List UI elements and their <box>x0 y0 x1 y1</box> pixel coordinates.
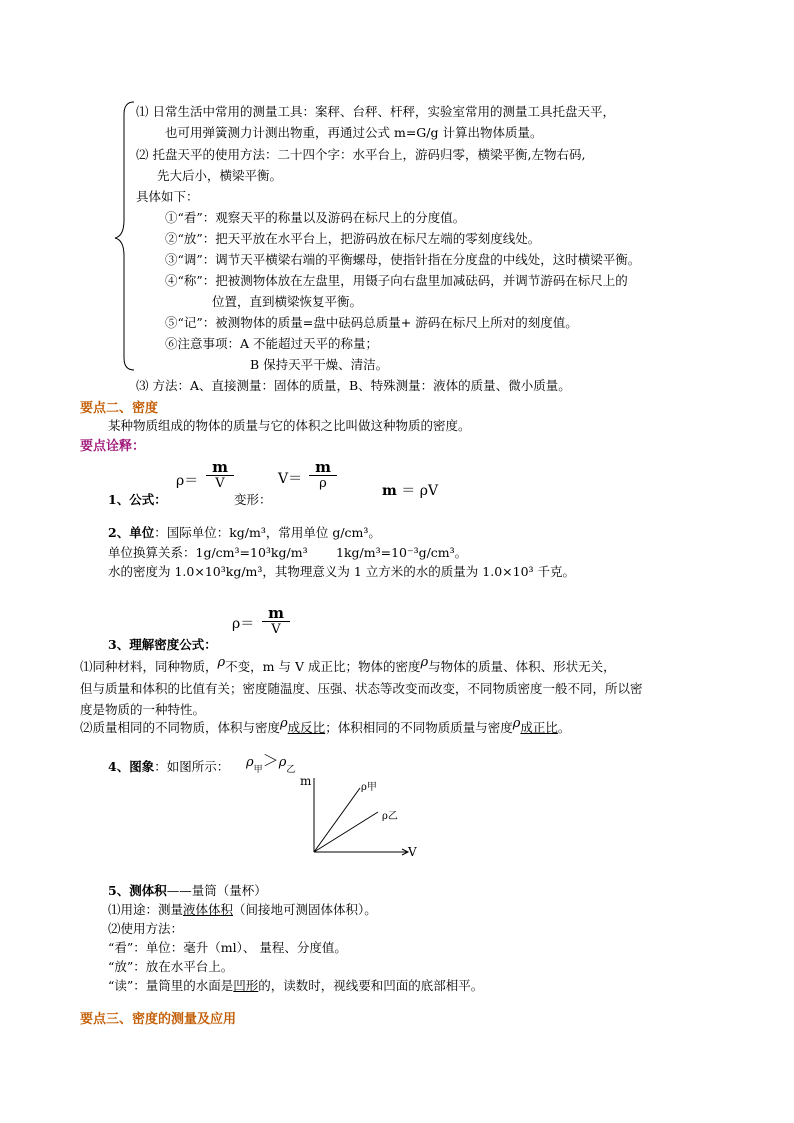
formula-rho-lhs: ρ＝ <box>176 473 199 489</box>
sub-yi: 乙 <box>286 765 296 775</box>
point3-heading: 要点三、密度的测量及应用 <box>80 1012 237 1027</box>
p1-e: 度是物质的一种特性。 <box>80 702 206 717</box>
step-4b: 位置，直到横梁恢复平衡。 <box>212 294 363 309</box>
conv-1: 1g/cm³=10³kg/m³ <box>195 545 308 560</box>
formula-transform-label: 变形： <box>234 492 272 507</box>
volume-use <box>108 900 377 918</box>
p2-c: ；体积相同的不同物质质量与密度 <box>325 720 513 735</box>
tool-line-3: 具体如下： <box>136 189 199 204</box>
unit-conversion <box>108 543 308 561</box>
unit-line <box>108 523 381 541</box>
point2-heading: 要点二、密度 <box>80 401 159 416</box>
formula-fraction-rho <box>206 460 234 492</box>
rho-symbol: ρ <box>512 716 521 731</box>
density-definition: 某种物质组成的物体的质量与它的体积之比叫做这种物质的密度。 <box>108 418 471 433</box>
understand-paragraph-2 <box>80 718 570 736</box>
formula-m-eq <box>382 480 438 500</box>
read-a: “读”：量筒里的水面是 <box>108 978 234 993</box>
formula-label: 1、公式： <box>108 492 167 507</box>
p1-d: 但与质量和体积的比值有关；密度随温度、压强、状态等改变而改变，不同物质密度一般不同，所以密 <box>80 681 643 696</box>
understand-paragraph-1 <box>80 656 700 720</box>
volume-method: ⑵使用方法： <box>108 921 184 936</box>
graph-label: 4、图象 <box>108 759 155 774</box>
fraction-denominator: ρ <box>319 476 327 491</box>
tool-line-2b: 先大后小，横梁平衡。 <box>157 168 283 183</box>
formula-v-lhs: V＝ <box>278 471 303 487</box>
step-4a: ④“称”：把被测物体放在左盘里，用镊子向右盘里加减砝码，并调节游码在标尺上的 <box>165 273 628 288</box>
rho-symbol: ρ <box>217 655 226 670</box>
line-yi-label: ρ乙 <box>382 811 398 822</box>
volume-title <box>108 881 267 899</box>
rho-symbol: ρ <box>420 655 429 670</box>
step-2: ②“放”：把天平放在水平台上，把游码放在标尺左端的零刻度线处。 <box>165 231 541 246</box>
fraction-numerator: m <box>212 458 228 476</box>
curly-brace <box>112 100 136 372</box>
step-6a: ⑥注意事项：A 不能超过天平的称量； <box>165 336 379 351</box>
read-c: 的，读数时，视线要和凹面的底部相平。 <box>258 978 484 993</box>
step-6b: B 保持天平干燥、清洁。 <box>250 357 389 372</box>
step-1: ①“看”：观察天平的称量以及游码在标尺上的分度值。 <box>165 210 466 225</box>
volume-read <box>108 976 483 994</box>
understand-fraction <box>262 606 290 638</box>
axis-v-label: V <box>408 845 417 859</box>
tool-line-1a: ⑴ 日常生活中常用的测量工具：案秤、台秤、杆秤，实验室常用的测量工具托盘天平， <box>136 104 615 119</box>
explain-heading: 要点诠释： <box>80 439 146 454</box>
conv-label: 单位换算关系： <box>108 545 196 560</box>
line-jia-label: ρ甲 <box>361 782 377 793</box>
graph-compare <box>246 748 296 775</box>
fraction-numerator: m <box>315 458 331 476</box>
fraction-denominator: V <box>215 476 225 491</box>
graph-text: ：如图所示： <box>154 759 230 774</box>
conv-2: 1kg/m³=10⁻³g/cm³。 <box>336 545 468 560</box>
p2-direct: 成正比 <box>520 720 558 735</box>
fraction-numerator: m <box>268 604 284 622</box>
unit-text: ：国际单位：kg/m³，常用单位 g/cm³。 <box>154 525 381 540</box>
unit-label: 2、单位 <box>108 525 155 540</box>
line-jia <box>314 788 360 852</box>
formula-m-symbol: m <box>382 483 397 499</box>
understand-rho-lhs: ρ＝ <box>232 616 255 632</box>
tool-line-1b: 也可用弹簧测力计测出物重，再通过公式 m=G/g 计算出物体质量。 <box>165 125 543 140</box>
formula-fraction-v <box>309 460 337 492</box>
volume-look: “看”：单位：毫升（ml）、 量程、分度值。 <box>108 940 347 955</box>
use-a: ⑴用途：测量 <box>108 902 184 917</box>
fraction-denominator: V <box>271 622 281 637</box>
line-yi <box>314 812 378 852</box>
rho-symbol: ρ <box>246 755 254 770</box>
use-liquid-volume: 液体体积 <box>183 902 234 917</box>
use-c: （间接地可测固体体积）。 <box>233 902 377 917</box>
p1-a: ⑴同种材料，同种物质， <box>80 659 218 674</box>
greater-than: ＞ <box>262 751 279 770</box>
volume-put: “放”：放在水平台上。 <box>108 959 234 974</box>
sub-jia: 甲 <box>253 765 263 775</box>
water-density: 水的密度为 1.0×10³kg/m³，其物理意义为 1 立方米的水的质量为 1.0×10³ 千克。 <box>108 564 576 579</box>
p2-a: ⑵质量相同的不同物质，体积与密度 <box>80 720 281 735</box>
graph-line <box>108 757 229 775</box>
volume-label-rest: ——量筒（量杯） <box>166 883 267 898</box>
rho-symbol: ρ <box>280 716 288 731</box>
axis-m-label: m <box>300 774 312 788</box>
step-5: ⑤“记”：被测物体的质量=盘中砝码总质量+ 游码在标尺上所对的刻度值。 <box>165 315 578 330</box>
tool-line-4: ⑶ 方法：A、直接测量：固体的质量，B、特殊测量：液体的质量、微小质量。 <box>136 378 571 393</box>
formula-m-rhs: ＝ ρV <box>401 483 439 499</box>
step-3: ③“调”：调节天平横梁右端的平衡螺母，使指针指在分度盘的中线处，这时横梁平衡。 <box>165 252 641 267</box>
p1-b: 不变，m 与 V 成正比；物体的密度 <box>225 659 421 674</box>
p1-c: 与物体的质量、体积、形状无关， <box>428 659 616 674</box>
volume-label: 5、测体积 <box>108 883 167 898</box>
p2-e: 。 <box>557 720 571 735</box>
rho-symbol: ρ <box>278 755 287 770</box>
read-concave: 凹形 <box>233 978 259 993</box>
tool-line-2a: ⑵ 托盘天平的使用方法：二十四个字：水平台上，游码归零，横梁平衡,左物右码, <box>136 147 586 162</box>
understand-label: 3、理解密度公式： <box>108 637 217 652</box>
p2-inverse: 成反比 <box>287 720 326 735</box>
